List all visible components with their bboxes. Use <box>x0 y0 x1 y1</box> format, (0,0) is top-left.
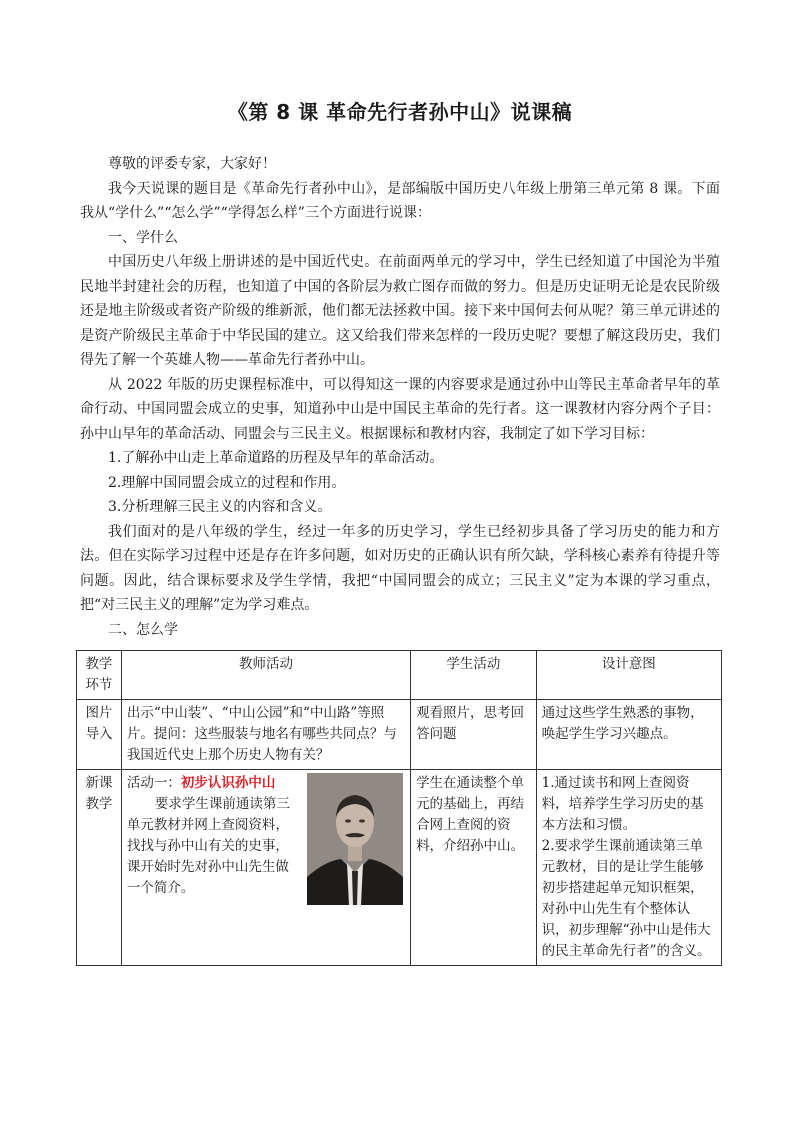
goal-3: 3.分析理解三民主义的内容和含义。 <box>108 499 332 515</box>
table-row <box>77 700 722 770</box>
row2-env: 新课教学 <box>77 770 122 966</box>
header-env: 教学环节 <box>77 651 122 700</box>
row2-teacher-text: 要求学生课前通读第三单元教材并网上查阅资料，找找与孙中山有关的史事，课开始时先对孙中山先生做一个简介。 <box>126 796 290 896</box>
row2-teacher <box>121 770 410 966</box>
row1-teacher: 出示“中山装”、“中山公园”和“中山路”等照片。提问：这些服装与地名有哪些共同点？与我国近代史上那个历史人物有关？ <box>121 700 410 770</box>
activity-title: 初步认识孙中山 <box>180 775 276 791</box>
table-header-row <box>77 651 722 700</box>
section-heading-2: 二、怎么学 <box>108 621 178 638</box>
row1-design: 通过这些学生熟悉的事物，唤起学生学习兴趣点。 <box>536 700 721 770</box>
section-heading-1: 一、学什么 <box>108 229 178 246</box>
portrait-photo <box>307 773 403 905</box>
row1-student: 观看照片，思考回答问题 <box>411 700 537 770</box>
header-teacher: 教师活动 <box>121 651 410 700</box>
header-design: 设计意图 <box>536 651 721 700</box>
row2-design-1: 1.通过读书和网上查阅资料，培养学生学习历史的基本方法和习惯。 <box>541 775 704 833</box>
lesson-plan-table <box>76 650 722 966</box>
row2-student: 学生在通读整个单元的基础上，再结合网上查阅的资料，介绍孙中山。 <box>411 770 537 966</box>
row1-env: 图片导入 <box>77 700 122 770</box>
intro-paragraph: 我今天说课的题目是《革命先行者孙中山》，是部编版中国历史八年级上册第三单元第 8 课。下面我从“学什么”“怎么学”“学得怎么样”三个方面进行说课： <box>80 180 720 221</box>
greeting: 尊敬的评委专家，大家好！ <box>108 156 276 172</box>
row2-design-2: 2.要求学生课前通读第三单元教材，目的是让学生能够初步搭建起单元知识框架，对孙中山先生有个整体认识，初步理解“孙中山是伟大的民主革命先行者”的含义。 <box>541 838 711 959</box>
goal-2: 2.理解中国同盟会成立的过程和作用。 <box>108 474 346 491</box>
activity-block <box>127 773 405 959</box>
row2-design <box>536 770 721 966</box>
goal-1: 1.了解孙中山走上革命道路的历程及早年的革命活动。 <box>108 450 444 466</box>
document-title: 《第 8 课 革命先行者孙中山》说课稿 <box>227 100 573 124</box>
paragraph-1: 中国历史八年级上册讲述的是中国近代史。在前面两单元的学习中，学生已经知道了中国沦为半殖民地半封建社会的历程，也知道了中国的各阶层为救亡图存而做的努力。但是历史证明无论是农民阶级还是地主阶级或者资产阶级的维新派，他们都无法拯救中国。接下来中国何去何从呢？第三单元讲述的是资产阶级民主革命于中华民国的建立。这又给我们带来怎样的一段历史呢？要想了解这段历史，我们得先了解一个英雄人物——革命先行者孙中山。 <box>80 254 720 368</box>
table-row <box>77 770 722 966</box>
activity-prefix: 活动一： <box>126 775 181 791</box>
header-student: 学生活动 <box>411 651 537 700</box>
paragraph-2: 从 2022 年版的历史课程标准中，可以得知这一课的内容要求是通过孙中山等民主革命者早年的革命行动、中国同盟会成立的史事，知道孙中山是中国民主革命的先行者。这一课教材内容分两个子目：孙中山早年的革命活动、同盟会与三民主义。根据课标和教材内容，我制定了如下学习目标： <box>80 376 720 442</box>
paragraph-3: 我们面对的是八年级的学生，经过一年多的历史学习，学生已经初步具备了学习历史的能力和方法。但在实际学习过程中还是存在许多问题，如对历史的正确认识有所欠缺，学科核心素养有待提升等问题。因此，结合课标要求及学生学情，我把“中国同盟会的成立；三民主义”定为本课的学习重点，把“对三民主义的理解”定为学习难点。 <box>80 523 720 613</box>
document-body <box>80 152 720 642</box>
